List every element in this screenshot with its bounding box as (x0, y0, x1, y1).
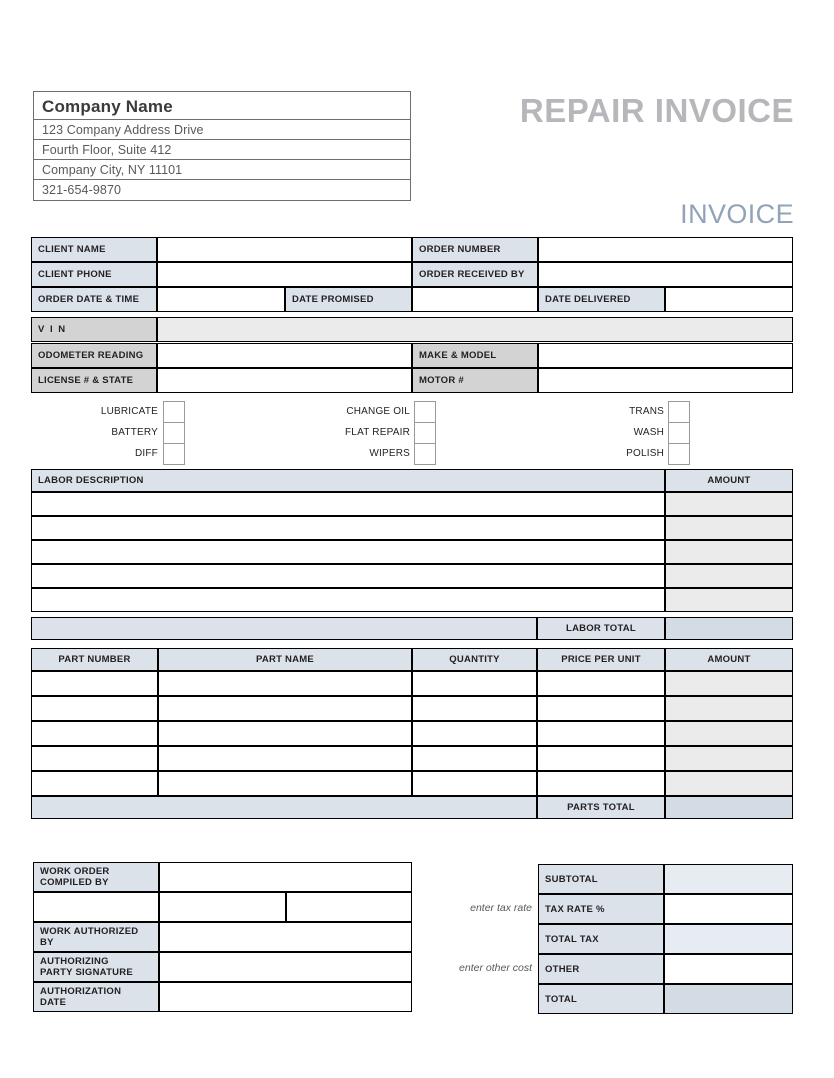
label-license-state: LICENSE # & STATE (31, 368, 157, 393)
input-license-state[interactable] (157, 368, 412, 393)
input-order-received-by[interactable] (538, 262, 793, 287)
service-checkbox-trans[interactable] (668, 401, 690, 423)
parts-row-quantity[interactable] (412, 671, 537, 696)
input-authorization-date[interactable] (159, 982, 412, 1012)
parts-row-amount[interactable] (665, 746, 793, 771)
input-blank-row-left[interactable] (159, 892, 286, 922)
input-authorizing-party-signature[interactable] (159, 952, 412, 982)
input-date-delivered[interactable] (665, 287, 793, 312)
label-work-authorized-by-line-1: WORK AUTHORIZED (40, 926, 139, 937)
parts-header-quantity: QUANTITY (412, 648, 537, 671)
input-client-name[interactable] (157, 237, 412, 262)
service-checkbox-battery[interactable] (163, 422, 185, 444)
invoice-label: INVOICE (680, 199, 794, 229)
label-subtotal: SUBTOTAL (538, 864, 664, 894)
parts-row-amount[interactable] (665, 771, 793, 796)
labor-row-amount[interactable] (665, 492, 793, 516)
label-client-name: CLIENT NAME (31, 237, 157, 262)
label-work-order-compiled-by (33, 862, 159, 892)
value-subtotal (664, 864, 793, 894)
parts-total-label: PARTS TOTAL (537, 796, 665, 819)
company-address-line-2: Fourth Floor, Suite 412 (34, 140, 410, 160)
input-blank-row-right[interactable] (286, 892, 412, 922)
labor-header-amount: AMOUNT (665, 469, 793, 492)
parts-row-quantity[interactable] (412, 721, 537, 746)
labor-row-description[interactable] (31, 588, 665, 612)
parts-row-quantity[interactable] (412, 746, 537, 771)
labor-row-amount[interactable] (665, 516, 793, 540)
label-authorizing-party-signature (33, 952, 159, 982)
parts-row-amount[interactable] (665, 696, 793, 721)
company-address-line-1: 123 Company Address Drive (34, 120, 410, 140)
label-date-delivered: DATE DELIVERED (538, 287, 665, 312)
label-authorizing-party-signature-line-1: AUTHORIZING (40, 956, 109, 967)
company-phone: 321-654-9870 (42, 183, 122, 197)
label-make-model: MAKE & MODEL (412, 343, 538, 368)
parts-total-spacer (31, 796, 537, 819)
input-motor-number[interactable] (538, 368, 793, 393)
labor-row-amount[interactable] (665, 588, 793, 612)
input-tax-rate[interactable] (664, 894, 793, 924)
label-client-phone: CLIENT PHONE (31, 262, 157, 287)
labor-row-description[interactable] (31, 564, 665, 588)
labor-header-description: LABOR DESCRIPTION (31, 469, 665, 492)
parts-row-part-name[interactable] (158, 696, 412, 721)
input-other[interactable] (664, 954, 793, 984)
labor-total-value[interactable] (665, 617, 793, 640)
label-work-order-compiled-by-line-1: WORK ORDER (40, 866, 110, 877)
labor-total-label: LABOR TOTAL (537, 617, 665, 640)
label-order-received-by: ORDER RECEIVED BY (412, 262, 538, 287)
parts-row-price-per-unit[interactable] (537, 696, 665, 721)
parts-header-amount: AMOUNT (665, 648, 793, 671)
parts-header-price-per-unit: PRICE PER UNIT (537, 648, 665, 671)
input-make-model[interactable] (538, 343, 793, 368)
parts-row-amount[interactable] (665, 721, 793, 746)
parts-header-part-name: PART NAME (158, 648, 412, 671)
parts-row-amount[interactable] (665, 671, 793, 696)
service-label-change-oil: CHANGE OIL (346, 406, 410, 417)
parts-total-value[interactable] (665, 796, 793, 819)
service-label-wash: WASH (633, 427, 664, 438)
service-checkbox-polish[interactable] (668, 443, 690, 465)
labor-row-description[interactable] (31, 516, 665, 540)
labor-total-spacer (31, 617, 537, 640)
labor-row-amount[interactable] (665, 540, 793, 564)
label-odometer-reading: ODOMETER READING (31, 343, 157, 368)
label-work-order-compiled-by-line-2: COMPILED BY (40, 877, 109, 888)
service-checkbox-change-oil[interactable] (414, 401, 436, 423)
hint-tax-rate: enter tax rate (470, 902, 532, 914)
label-total-tax: TOTAL TAX (538, 924, 664, 954)
label-motor-number: MOTOR # (412, 368, 538, 393)
parts-row-quantity[interactable] (412, 696, 537, 721)
label-total: TOTAL (538, 984, 664, 1014)
service-label-trans: TRANS (629, 406, 664, 417)
input-order-number[interactable] (538, 237, 793, 262)
label-tax-rate: TAX RATE % (538, 894, 664, 924)
service-label-lubricate: LUBRICATE (100, 406, 158, 417)
parts-row-part-number[interactable] (31, 746, 158, 771)
parts-row-price-per-unit[interactable] (537, 721, 665, 746)
parts-row-part-number[interactable] (31, 696, 158, 721)
label-work-authorized-by-line-2: BY (40, 937, 54, 948)
label-order-date-time: ORDER DATE & TIME (31, 287, 157, 312)
label-other: OTHER (538, 954, 664, 984)
parts-row-part-name[interactable] (158, 721, 412, 746)
value-total (664, 984, 793, 1014)
input-work-authorized-by[interactable] (159, 922, 412, 952)
label-order-number: ORDER NUMBER (412, 237, 538, 262)
parts-row-price-per-unit[interactable] (537, 771, 665, 796)
labor-row-description[interactable] (31, 492, 665, 516)
label-authorizing-party-signature-line-2: PARTY SIGNATURE (40, 967, 133, 978)
label-date-promised: DATE PROMISED (285, 287, 412, 312)
service-label-diff: DIFF (134, 448, 158, 459)
labor-row-amount[interactable] (665, 564, 793, 588)
parts-row-part-name[interactable] (158, 671, 412, 696)
service-checkbox-wipers[interactable] (414, 443, 436, 465)
company-address-line-3: Company City, NY 11101 (34, 160, 410, 180)
hint-other-cost: enter other cost (459, 962, 532, 974)
service-label-flat-repair: FLAT REPAIR (345, 427, 410, 438)
label-authorization-date-line-2: DATE (40, 997, 67, 1008)
input-order-date-time[interactable] (157, 287, 285, 312)
input-client-phone[interactable] (157, 262, 412, 287)
service-label-wipers: WIPERS (369, 448, 410, 459)
value-total-tax (664, 924, 793, 954)
input-vin[interactable] (157, 317, 793, 342)
parts-row-quantity[interactable] (412, 771, 537, 796)
service-checkbox-wash[interactable] (668, 422, 690, 444)
service-checkbox-flat-repair[interactable] (414, 422, 436, 444)
parts-row-part-name[interactable] (158, 771, 412, 796)
input-work-order-compiled-by[interactable] (159, 862, 412, 892)
service-label-battery: BATTERY (111, 427, 158, 438)
page-title: REPAIR INVOICE (519, 92, 794, 129)
labor-row-description[interactable] (31, 540, 665, 564)
parts-row-part-number[interactable] (31, 721, 158, 746)
label-authorization-date-line-1: AUTHORIZATION (40, 986, 122, 997)
label-blank-row (33, 892, 159, 922)
company-name: Company Name (34, 92, 410, 120)
label-authorization-date (33, 982, 159, 1012)
company-info-block (33, 91, 411, 201)
label-vin: V I N (31, 317, 157, 342)
service-checkbox-diff[interactable] (163, 443, 185, 465)
parts-row-part-number[interactable] (31, 671, 158, 696)
parts-row-price-per-unit[interactable] (537, 746, 665, 771)
service-label-polish: POLISH (626, 448, 664, 459)
input-date-promised[interactable] (412, 287, 538, 312)
input-odometer-reading[interactable] (157, 343, 412, 368)
service-checkbox-lubricate[interactable] (163, 401, 185, 423)
parts-row-price-per-unit[interactable] (537, 671, 665, 696)
parts-row-part-name[interactable] (158, 746, 412, 771)
parts-header-part-number: PART NUMBER (31, 648, 158, 671)
parts-row-part-number[interactable] (31, 771, 158, 796)
label-work-authorized-by (33, 922, 159, 952)
